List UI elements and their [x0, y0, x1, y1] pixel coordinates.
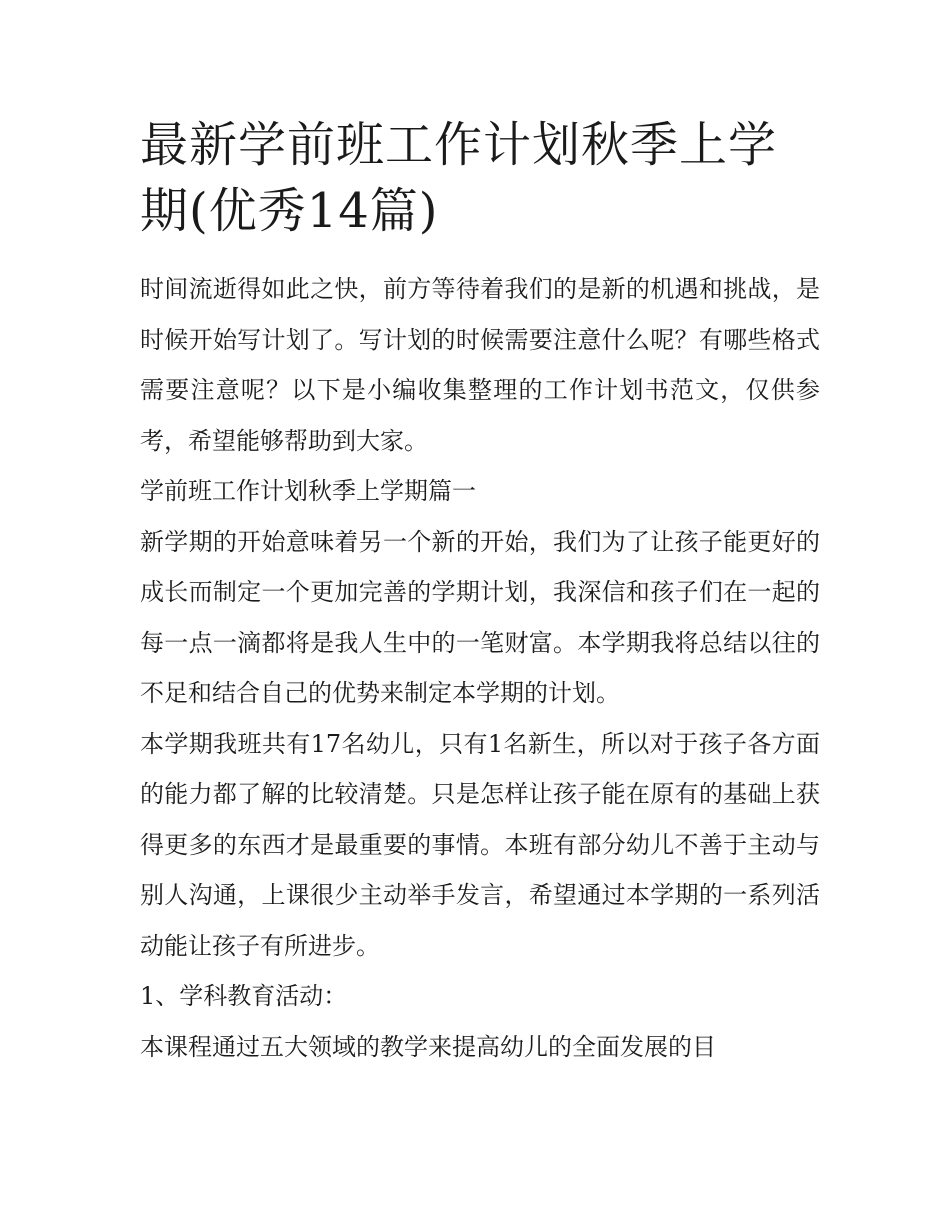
body-paragraph: 新学期的开始意味着另一个新的开始，我们为了让孩子能更好的成长而制定一个更加完善的学期计划，我深信和孩子们在一起的每一点一滴都将是我人生中的一笔财富。本学期我将总结以往的不足和结合自己的优势来制定本学期的计划。 — [140, 527, 820, 707]
document-page — [140, 112, 820, 1072]
section-heading: 学前班工作计划秋季上学期篇一 — [140, 477, 476, 505]
body-paragraph: 本课程通过五大领域的教学来提高幼儿的全面发展的目 — [140, 1032, 716, 1061]
body-paragraph: 本学期我班共有17名幼儿，只有1名新生，所以对于孩子各方面的能力都了解的比较清楚。只是怎样让孩子能在原有的基础上获得更多的东西才是最重要的事情。本班有部分幼儿不善于主动与别人沟通，上课很少主动举手发言，希望通过本学期的一系列活动能让孩子有所进步。 — [140, 729, 820, 960]
list-heading: 1、学科教育活动： — [140, 982, 348, 1010]
document-title: 最新学前班工作计划秋季上学期(优秀14篇) — [140, 117, 778, 239]
intro-paragraph: 时间流逝得如此之快，前方等待着我们的是新的机遇和挑战，是时候开始写计划了。写计划的时候需要注意什么呢？有哪些格式需要注意呢？以下是小编收集整理的工作计划书范文，仅供参考，希望能够帮助到大家。 — [140, 275, 820, 455]
